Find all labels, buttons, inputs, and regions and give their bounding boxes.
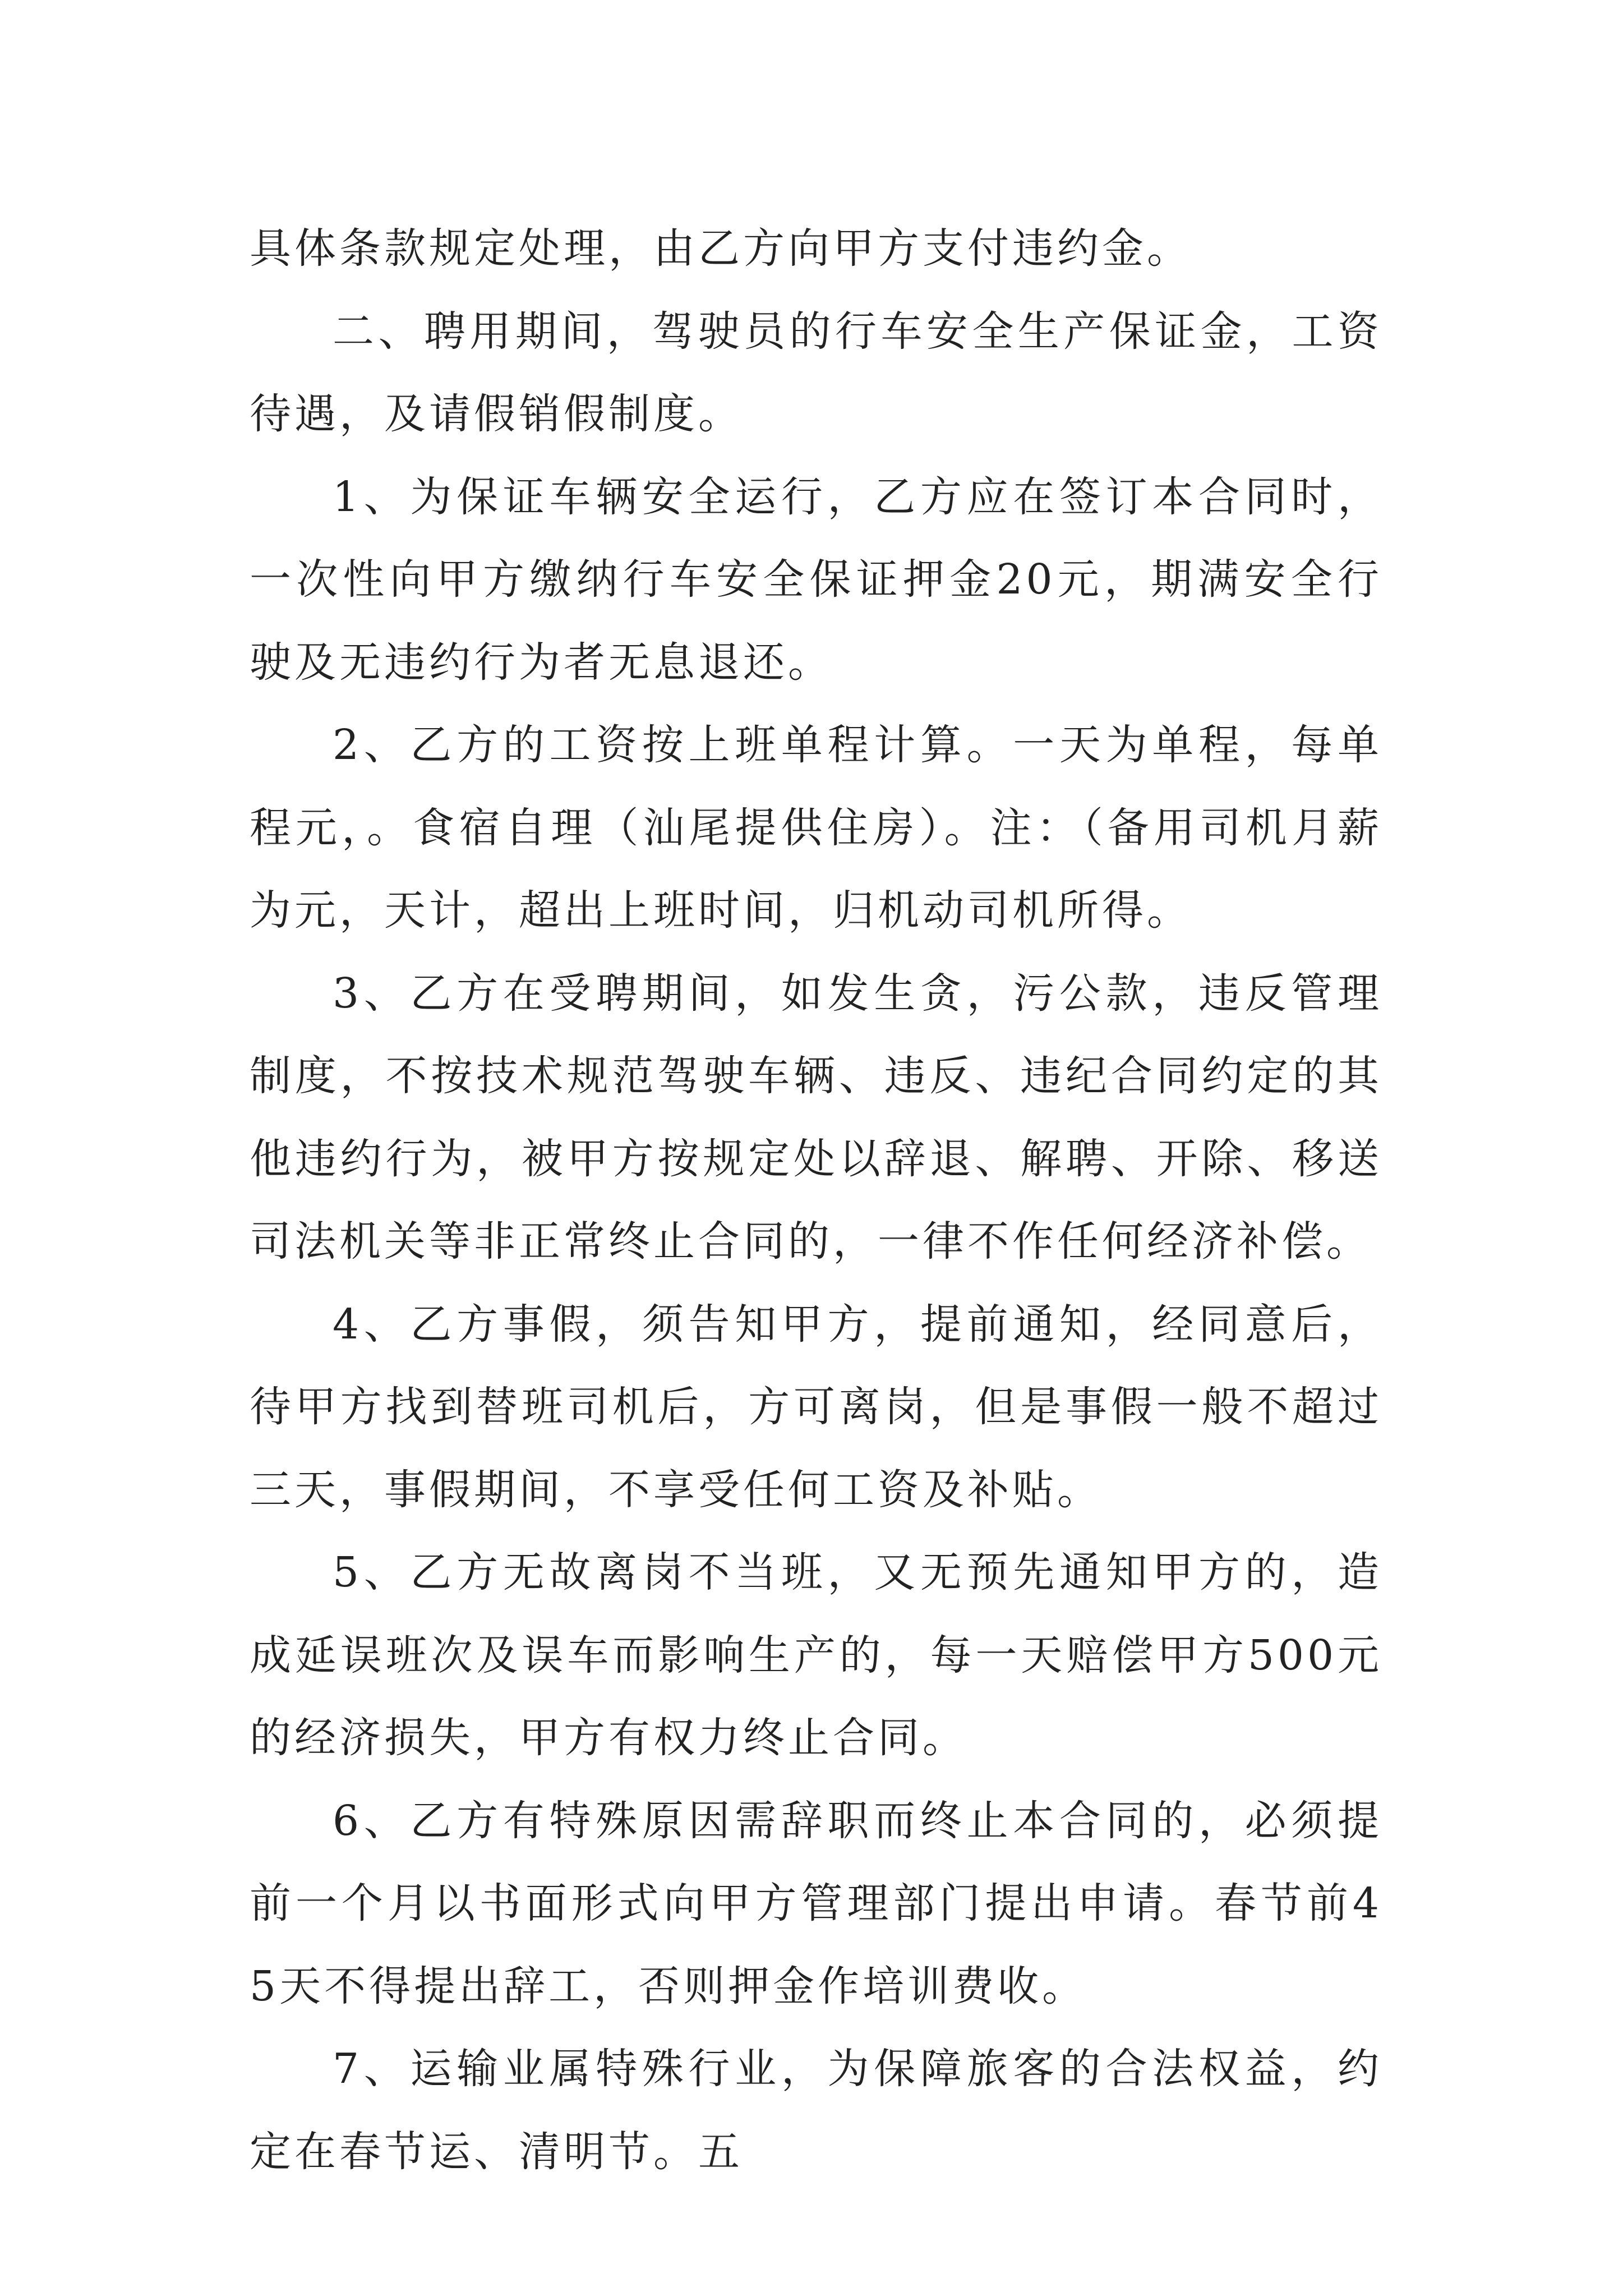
paragraph-1: 具体条款规定处理，由乙方向甲方支付违约金。	[250, 224, 1192, 273]
document-body	[250, 208, 1382, 2193]
paragraph-2: 二、聘用期间，驾驶员的行车安全生产保证金，工资待遇，及请假销假制度。	[250, 307, 1382, 438]
paragraph-8: 6、乙方有特殊原因需辞职而终止本合同的，必须提前一个月以书面形式向甲方管理部门提出申请。春节前45天不得提出辞工，否则押金作培训费收。	[250, 1796, 1382, 2010]
paragraph-7: 5、乙方无故离岗不当班，又无预先通知甲方的，造成延误班次及误车而影响生产的，每一天赔偿甲方500元的经济损失，甲方有权力终止合同。	[250, 1548, 1382, 1762]
paragraph-9: 7、运输业属特殊行业，为保障旅客的合法权益，约定在春节运、清明节。五	[250, 2045, 1382, 2176]
paragraph-5: 3、乙方在受聘期间，如发生贪，污公款，违反管理制度，不按技术规范驾驶车辆、违反、违纪合同约定的其他违约行为，被甲方按规定处以辞退、解聘、开除、移送司法机关等非正常终止合同的，一律不作任何经济补偿。	[250, 969, 1382, 1266]
paragraph-3: 1、为保证车辆安全运行，乙方应在签订本合同时，一次性向甲方缴纳行车安全保证押金20元，期满安全行驶及无违约行为者无息退还。	[250, 472, 1382, 687]
paragraph-6: 4、乙方事假，须告知甲方，提前通知，经同意后，待甲方找到替班司机后，方可离岗，但是事假一般不超过三天，事假期间，不享受任何工资及补贴。	[250, 1300, 1382, 1514]
paragraph-4: 2、乙方的工资按上班单程计算。一天为单程，每单程元，。食宿自理（汕尾提供住房）。注：（备用司机月薪为元，天计，超出上班时间，归机动司机所得。	[250, 721, 1382, 935]
